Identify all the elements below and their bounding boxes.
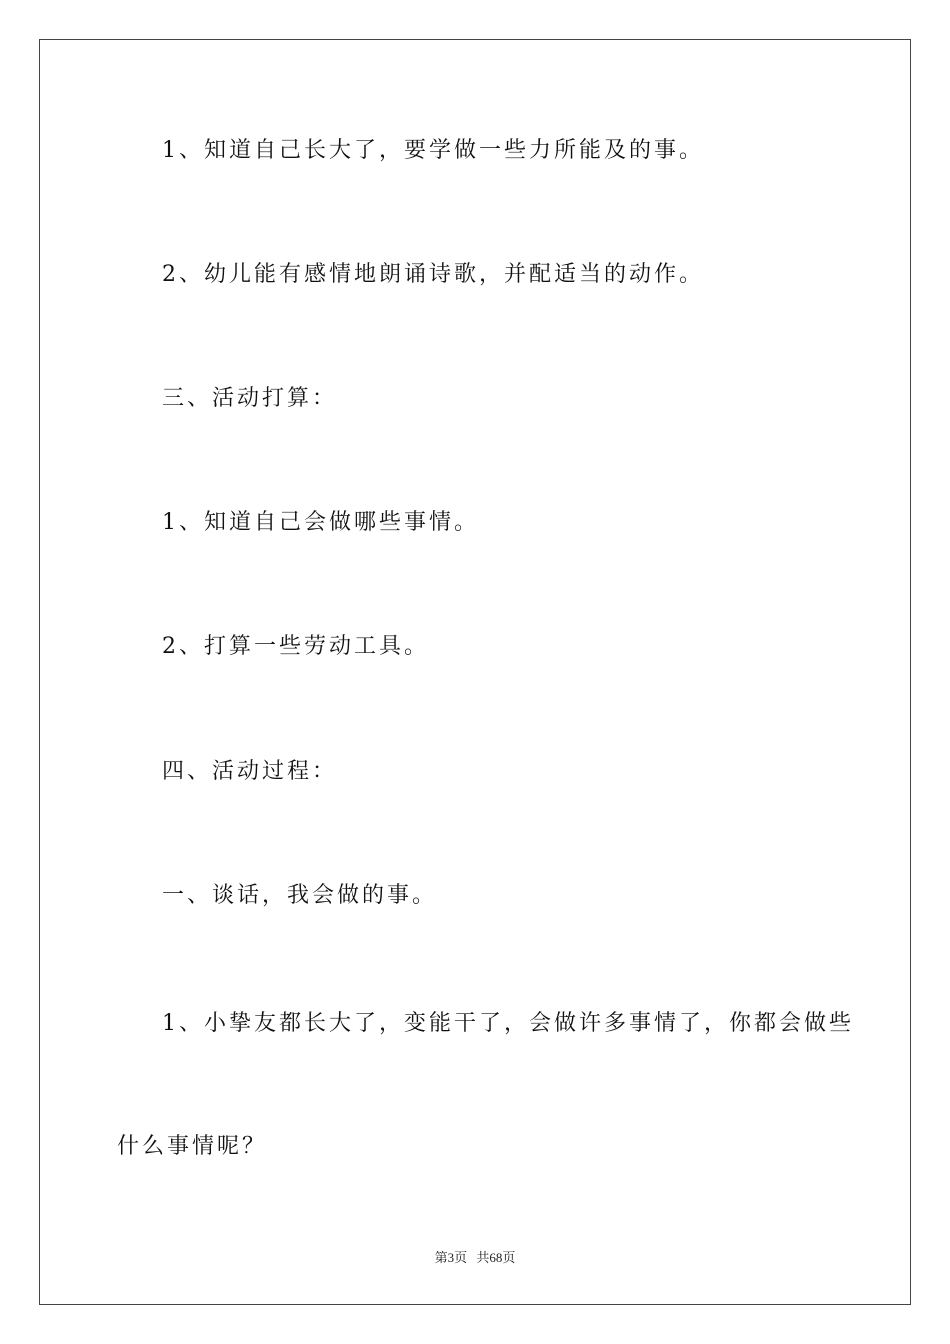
paragraph-preparation-1: 1、知道自己会做哪些事情。 (162, 510, 479, 535)
paragraph-process-question-line-1: 1、小挚友都长大了，变能干了，会做许多事情了，你都会做些 (162, 1011, 854, 1036)
section-heading-preparation: 三、活动打算： (162, 386, 338, 411)
page-frame (39, 39, 911, 1305)
paragraph-preparation-2: 2、打算一些劳动工具。 (162, 634, 429, 659)
paragraph-process-question-line-2: 什么事情呢？ (117, 1134, 268, 1159)
page-total: 共68页 (476, 1250, 516, 1265)
page-footer (0, 1247, 950, 1266)
page-number: 第3页 (434, 1250, 468, 1265)
paragraph-goal-2: 2、幼儿能有感情地朗诵诗歌，并配适当的动作。 (162, 262, 704, 287)
section-heading-process: 四、活动过程： (162, 759, 338, 784)
paragraph-goal-1: 1、知道自己长大了，要学做一些力所能及的事。 (162, 138, 704, 163)
paragraph-process-step-1: 一、谈话，我会做的事。 (162, 883, 438, 908)
